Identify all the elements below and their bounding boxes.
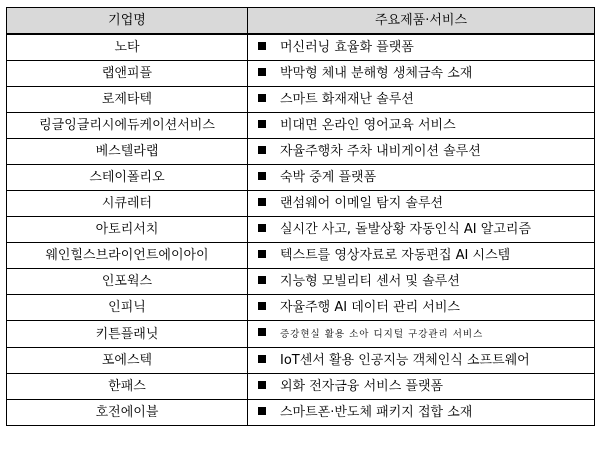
square-bullet-icon [258,407,266,415]
table-row [7,139,595,165]
service-text: 외화 전자금융 서비스 플랫폼 [280,379,444,394]
table-row [7,34,595,61]
service-cell [248,139,595,165]
header-service: 주요제품·서비스 [248,8,595,35]
service-text: 증강현실 활용 소아 디지털 구강관리 서비스 [280,329,484,340]
company-name: 로제타텍 [7,87,248,113]
square-bullet-icon [258,198,266,206]
square-bullet-icon [258,146,266,154]
company-name: 시큐레터 [7,191,248,217]
service-text: 랜섬웨어 이메일 탐지 솔루션 [280,196,444,211]
square-bullet-icon [258,224,266,232]
service-cell [248,217,595,243]
header-row [7,8,595,35]
service-text: IoT센서 활용 인공지능 객체인식 소프트웨어 [280,353,530,368]
company-name: 링글잉글리시에듀케이션서비스 [7,113,248,139]
company-service-table [6,7,595,426]
table-row [7,374,595,400]
table-row [7,113,595,139]
service-text: 스마트 화재재난 솔루션 [280,92,414,107]
company-name: 스테이폴리오 [7,165,248,191]
table-row [7,400,595,426]
square-bullet-icon [258,250,266,258]
service-cell [248,400,595,426]
table-row [7,348,595,374]
service-cell [248,348,595,374]
table-row [7,217,595,243]
square-bullet-icon [258,302,266,310]
company-name: 베스텔라랩 [7,139,248,165]
service-text: 숙박 중계 플랫폼 [280,170,377,185]
table-row [7,321,595,348]
service-text: 머신러닝 효율화 플랫폼 [280,40,414,55]
service-cell [248,113,595,139]
service-cell [248,374,595,400]
service-text: 자율주행차 주차 내비게이션 솔루션 [280,144,481,159]
header-company: 기업명 [7,8,248,35]
company-name: 키튼플래닛 [7,321,248,348]
table-row [7,87,595,113]
square-bullet-icon [258,328,266,336]
table-row [7,243,595,269]
service-text: 스마트폰·반도체 패키지 접합 소재 [280,405,473,420]
service-text: 비대면 온라인 영어교육 서비스 [280,118,456,133]
service-cell [248,269,595,295]
company-name: 호전에이블 [7,400,248,426]
service-cell [248,295,595,321]
company-name: 노타 [7,34,248,61]
service-text: 박막형 체내 분해형 생체금속 소재 [280,66,473,81]
service-text: 텍스트를 영상자료로 자동편집 AI 시스템 [280,248,511,263]
service-cell [248,87,595,113]
service-cell [248,321,595,348]
service-text: 지능형 모빌리티 센서 및 솔루션 [280,274,460,289]
table-row [7,269,595,295]
company-name: 포에스텍 [7,348,248,374]
square-bullet-icon [258,94,266,102]
service-cell [248,61,595,87]
company-name: 인포웍스 [7,269,248,295]
company-name: 한패스 [7,374,248,400]
company-name: 랩앤피플 [7,61,248,87]
square-bullet-icon [258,381,266,389]
table-row [7,191,595,217]
service-text: 자율주행 AI 데이터 관리 서비스 [280,300,460,315]
service-cell [248,34,595,61]
service-cell [248,243,595,269]
table-row [7,61,595,87]
service-cell [248,165,595,191]
service-text: 실시간 사고, 돌발상황 자동인식 AI 알고리즘 [280,222,532,237]
company-name: 인피닉 [7,295,248,321]
square-bullet-icon [258,42,266,50]
square-bullet-icon [258,355,266,363]
square-bullet-icon [258,172,266,180]
company-name: 웨인힐스브라이언트에이아이 [7,243,248,269]
square-bullet-icon [258,120,266,128]
table-row [7,295,595,321]
square-bullet-icon [258,68,266,76]
company-name: 아토리서치 [7,217,248,243]
table-row [7,165,595,191]
service-cell [248,191,595,217]
square-bullet-icon [258,276,266,284]
